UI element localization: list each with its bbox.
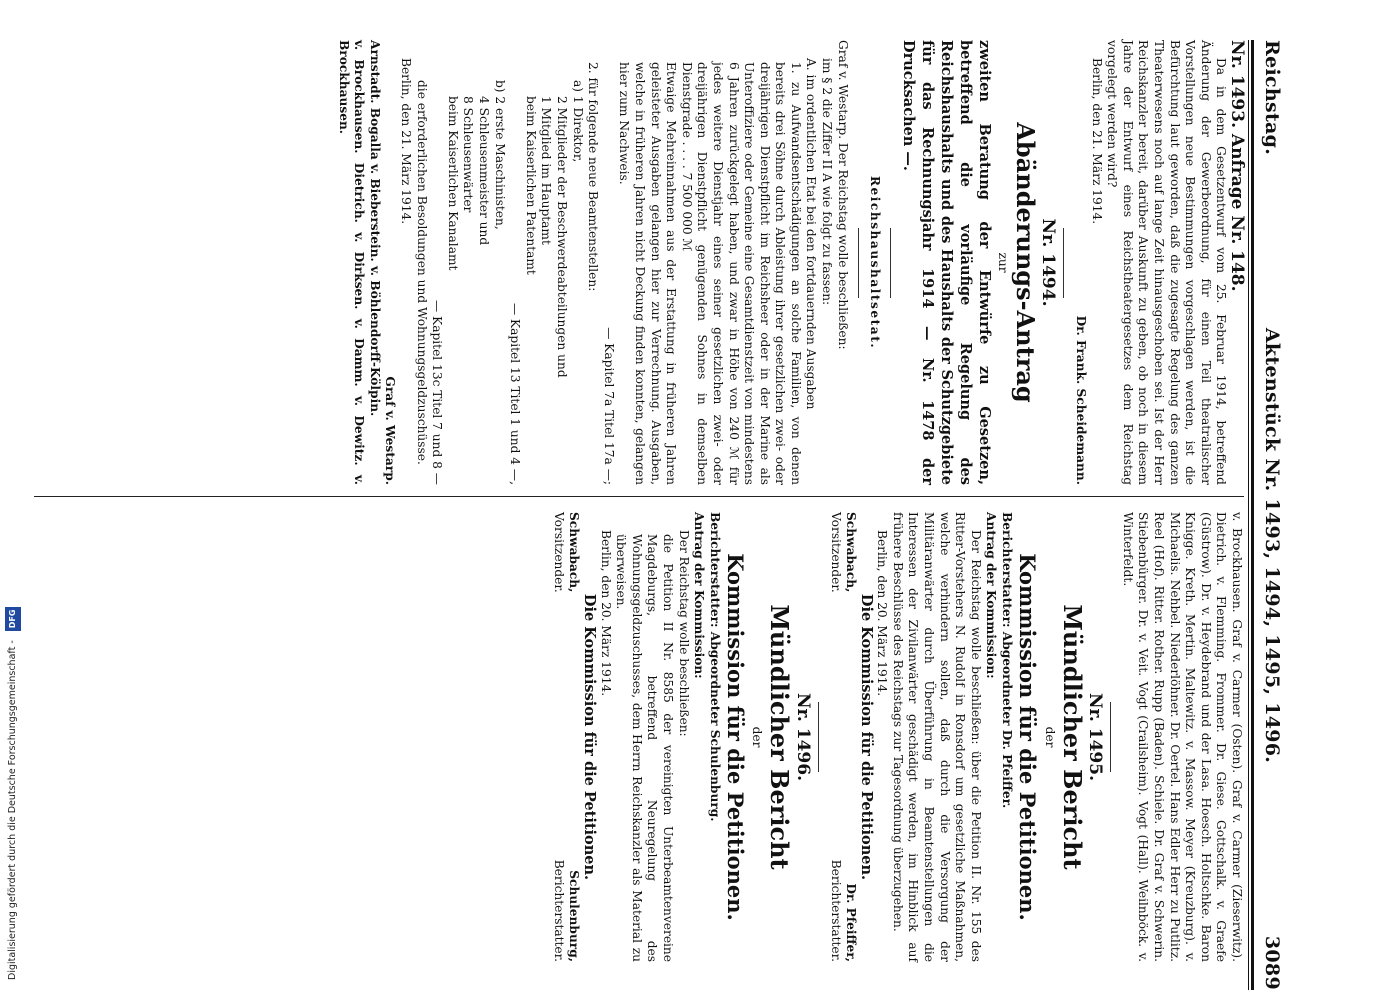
- kommission-sig-heading-2: Die Kommission für die Petitionen.: [581, 593, 598, 881]
- item-2b-4: beim Kaiserlichen Kanalamt: [445, 96, 460, 271]
- item-1-ref: — Kapitel 7a Titel 17a —;: [601, 327, 616, 485]
- page-header: [1254, 40, 1290, 990]
- item-2a-ref: — Kapitel 13 Titel 1 und 4 —,: [508, 303, 523, 485]
- anfrage-title: Nr. 1493. Anfrage Nr. 148.: [1227, 40, 1247, 292]
- right-column: [20, 512, 1244, 962]
- divider: [1110, 702, 1111, 772]
- signature-line-3: v. Brockhausen. Dietrich. v. Dirksen. v. Damm. v. Dewitz. v. Brockhausen.: [336, 40, 367, 485]
- divider: [1063, 228, 1064, 298]
- signature-row-1: [827, 512, 858, 962]
- berichterstatter-2: Berichterstatter: Abgeordneter Schulenburg.: [707, 512, 722, 822]
- item-2a: a) 1 Direktor,: [570, 80, 585, 163]
- item-2b-2: 4 Schleusenmeister und: [477, 96, 492, 246]
- nr-1495: Nr. 1495.: [1085, 692, 1106, 781]
- item-1: 1. zu Aufwandsentschädigungen an solche Familien, von denen bereits drei Söhne durch Ableistung ihrer gesetzlichen zwei- oder dreijährigen Dienstpflicht im Reichsheer oder in der Marine als Unteroffiziere oder Gemeine eine Gesamtdienstzeit von mindestens 6 Jahren zurückgelegt haben, und zwar in Höhe von 240 ℳ für jedes weitere Dienstjahr eines seiner gesetzlichen zwei- oder dreijährigen Dienstpflicht genügenden Sohnes in demselben Dienstgrade . . . . 7 500 000 ℳ: [679, 62, 803, 485]
- digitization-text: Digitalisierung gefördert durch die Deutsche Forschungsgemeinschaft -: [7, 640, 18, 980]
- nr-1496: Nr. 1496.: [792, 692, 813, 781]
- kommission-heading-1: Kommission für die Petitionen.: [1015, 553, 1041, 921]
- reporter-name-1: Dr. Pfeiffer,: [844, 883, 859, 962]
- report-date-1: Berlin, den 20. März 1914.: [875, 530, 890, 697]
- left-date: Berlin, den 21. März 1914.: [399, 58, 414, 225]
- document-page: [20, 0, 1290, 1000]
- divider: [858, 228, 859, 298]
- chair-name-2: Schwabach,: [567, 512, 582, 593]
- divider: [818, 702, 819, 772]
- chair-role-1: Vorsitzender.: [828, 512, 843, 593]
- item-2b-3: 8 Schleusenwärter: [461, 96, 476, 213]
- kommission-heading-2: Kommission für die Petitionen.: [722, 553, 748, 921]
- item-2b-ref: — Kapitel 13c Titel 7 und 8 —: [430, 300, 445, 485]
- item-2a-3: 1 Mitglied im Hauptamt: [539, 96, 554, 245]
- item-2: 2. für folgende neue Beamtenstellen:: [586, 62, 601, 292]
- anfrage-body: Da in dem Gesetzentwurf vom 25. Februar 1914, betreffend Änderung der Gewerbeordnung, für einen Teil theatralischer Vorstellungen neue Bestimmungen vorgeschlagen werden, ist die Befürchtung laut geworden, daß die zugesagte Regelung des ganzen Theaterwesens noch auf lange Zeit hinausgeschoben sei. Ist der Herr Reichskanzler bereit, darüber Auskunft zu geben, ob noch in diesem Jahre der Entwurf eines Reichstheatergesetzes dem Reichstag vorgelegt werden wird?: [1105, 40, 1229, 485]
- graf-line-3: A. im ordentlichen Etat bei den fortdauernden Ausgaben: [804, 58, 819, 410]
- reporter-role-2: Berichterstatter.: [551, 859, 566, 962]
- graf-line-2: im § 2 die Ziffer II A wie folgt zu fassen:: [820, 58, 835, 306]
- header-rule: [1251, 40, 1254, 990]
- signature-row-2: [550, 512, 581, 962]
- berichterstatter-1: Berichterstatter: Abgeordneter Dr. Pfeiffer.: [1000, 512, 1015, 809]
- report-body-2: die Petition II Nr. 8585 der vereinigten Unterbeamtenvereine Magdeburgs, betreffend Neuregelung des Wohnungsgeldzuschusses, dem Herrn Reichskanzler als Material zu überweisen.: [614, 534, 675, 962]
- item-2a-2: 2 Mitglieder der Beschwerdeabteilungen und: [555, 96, 569, 378]
- graf-intro: Graf v. Westarp. Der Reichstag wolle beschließen:: [835, 40, 850, 350]
- signature-line-2: Arnstadt. Bogalla v. Bieberstein. v. Böhlendorff-Kölpin.: [367, 40, 382, 417]
- reporter-role-1: Berichterstatter.: [828, 859, 843, 962]
- item-2b: b) 2 erste Maschinisten,: [492, 80, 507, 230]
- reichshaushaltsetat-heading: Reichshaushaltsetat.: [868, 175, 883, 350]
- divider: [890, 228, 891, 298]
- digitization-note: [2, 0, 24, 1000]
- item-1-tail: Etwaige Mehreinnahmen aus der Erstattung in früheren Jahren geleisteter Ausgaben gelangen hier zur Verrechnung. Ausgaben, welche in früheren Jahren nicht Deckung finden konnten, gelangen hier zum Nachweis.: [617, 62, 679, 485]
- header-left: Reichstag.: [1261, 40, 1283, 156]
- muendlicher-bericht-1: Mündlicher Bericht: [1057, 604, 1087, 870]
- page-number: 3089: [1261, 935, 1283, 990]
- antrag-label-1: Antrag der Kommission:: [984, 512, 999, 679]
- anfrage-signature: Dr. Frank. Scheidemann.: [1074, 315, 1089, 485]
- report-body-1: Der Reichstag wolle beschließen: über die Petition II. Nr. 155 des Ritter-Vorstehers N. Rudolf in Ronsdorf um gesetzliche Maßnahmen, welche verhindern sollen, daß durch die Versorgung der Militäranwärter durch Überführung in Beamtenstellungen die Interessen der Zivilanwärter geschädigt werden, im Hinblick auf frühere Beschlüsse des Reichstags zur Tagesordnung überzugehen.: [890, 512, 983, 962]
- column-divider: [34, 496, 1244, 497]
- der-label-1: der: [1042, 726, 1057, 748]
- item-2-tail: die erforderlichen Besoldungen und Wohnungsgeldzuschüsse.: [414, 80, 429, 465]
- item-2a-4: beim Kaiserlichen Patentamt: [523, 96, 538, 275]
- signature-westarp: Graf v. Westarp.: [383, 376, 398, 485]
- nr-1494: Nr. 1494.: [1038, 218, 1059, 307]
- report-date-2: Berlin, den 20. März 1914.: [598, 530, 613, 697]
- anfrage-date: Berlin, den 21. März 1914.: [1089, 58, 1104, 225]
- antrag-label-2: Antrag der Kommission:: [692, 512, 707, 679]
- header-rule-thin: [1248, 40, 1249, 990]
- dfg-logo: DFG: [5, 607, 21, 632]
- report-body-2-intro: Der Reichstag wolle beschließen:: [676, 530, 691, 737]
- kommission-sig-heading-1: Die Kommission für die Petitionen.: [857, 593, 875, 881]
- zur-label: zur: [995, 252, 1010, 273]
- chair-name-1: Schwabach,: [844, 512, 859, 593]
- der-label-2: der: [750, 726, 765, 748]
- aenderung-body: zweiten Beratung der Entwürfe zu Gesetzen, betreffend die vorläufige Regelung des Reichshaushalts und des Haushalts der Schutzgebiete für das Rechnungsjahr 1914 — Nr. 1478 der Drucksachen —.: [900, 40, 994, 485]
- muendlicher-bericht-2: Mündlicher Bericht: [765, 604, 795, 870]
- header-center: Aktenstück Nr. 1493, 1494, 1495, 1496.: [1261, 327, 1283, 764]
- reporter-name-2: Schulenburg,: [567, 870, 582, 962]
- names-block: v. Brockhausen. Graf v. Carmer (Osten). Graf v. Carmer (Zieserwitz). Dietrich. v. Flemming. Frommer. Dr. Giese. Gottschalk. v. Graefe (Güstrow). Dr. v. Heydebrand und der Lasa. Hoesch. Holtschke. Baron Knigge. Kreth. Mertin. Maltewitz. v. Massow. Meyer (Kreuzburg). v. Michaelis. Nehbel. Niederlöhner. Dr. Oertel. Hans Edler Herr zu Putlitz. Reel (Hof). Ritter. Rother. Rupp (Baden). Schiele. Dr. Graf v. Schwerin. Stiebenbürger. Dr. v. Veit. Vogt (Crailsheim). Vogt (Hall). Weilnböck. v. Winterfeldt.: [1120, 512, 1244, 962]
- left-column: [20, 40, 1247, 485]
- aenderung-title: Abänderungs-Antrag: [1010, 122, 1040, 403]
- chair-role-2: Vorsitzender.: [551, 512, 566, 593]
